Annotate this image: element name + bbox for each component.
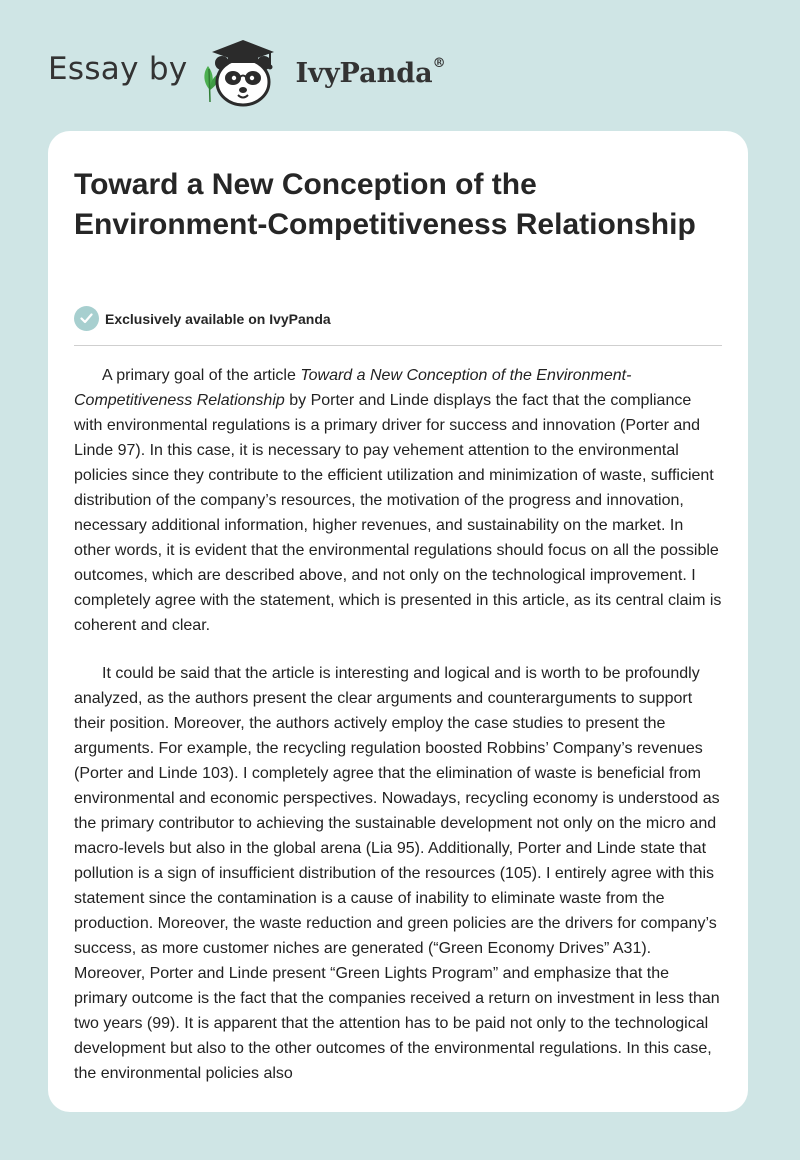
check-icon — [74, 306, 99, 331]
article-title-italic: Toward a New Conception of the Environment-Competitiveness Relationship — [74, 367, 632, 409]
brand-text: IvyPanda — [295, 57, 433, 89]
essay-body — [74, 363, 724, 1109]
brand-name[interactable] — [295, 55, 446, 89]
essay-card — [48, 131, 748, 1112]
panda-logo-icon[interactable] — [200, 36, 292, 108]
divider — [74, 345, 722, 346]
paragraph-2: It could be said that the article is interesting and logical and is worth to be profoundly analyzed, as the authors present the clear arguments and counterarguments to support their position. Moreover, the authors actively employ the case studies to present the arguments. For example, the recycling regulation boosted Robbins’ Company’s revenues (Porter and Linde 103). I completely agree that the elimination of waste is beneficial from environmental and economic perspectives. Nowadays, recycling economy is understood as the primary contributor to achieving the sustainable development not only on the micro and macro-levels but also in the global arena (Lia 95). Additionally, Porter and Linde state that pollution is a sign of insufficient distribution of the resources (105). I entirely agree with this statement since the contamination is a cause of inability to eliminate waste from the production. Moreover, the waste reduction and green policies are the drivers for company’s success, as more customer niches are generated (“Green Economy Drives” A31). Moreover, Porter and Linde present “Green Lights Program” and emphasize that the primary outcome is the fact that the companies received a return on investment in less than two years (99). It is apparent that the attention has to be paid not only to the technological development but also to the other outcomes of the environmental regulations. In this case, the environmental policies also — [74, 665, 720, 1082]
paragraph-1-text-start: A primary goal of the article — [102, 367, 301, 384]
exclusive-notice — [74, 306, 331, 331]
essay-by-label: Essay by — [48, 51, 188, 87]
site-header — [48, 36, 446, 108]
page-title: Toward a New Conception of the Environment-Competitiveness Relationship — [74, 168, 696, 241]
paragraph-1-text-end: by Porter and Linde displays the fact that the compliance with environmental regulations is a primary driver for success and innovation (Porter and Linde 97). In this case, it is necessary to pay vehement attention to the environmental policies since they contribute to the efficient utilization and minimization of waste, sufficient distribution of the company’s resources, the motivation of the progress and innovation, necessary additional information, higher revenues, and sustainability on the market. In other words, it is evident that the environmental regulations should focus on all the possible outcomes, which are described above, and not only on the technological improvement. I completely agree with the statement, which is presented in this article, as its central claim is coherent and clear. — [74, 392, 722, 634]
registered-mark: ® — [432, 55, 446, 71]
exclusive-label: Exclusively available on IvyPanda — [105, 310, 331, 327]
paragraph-1 — [74, 363, 724, 638]
